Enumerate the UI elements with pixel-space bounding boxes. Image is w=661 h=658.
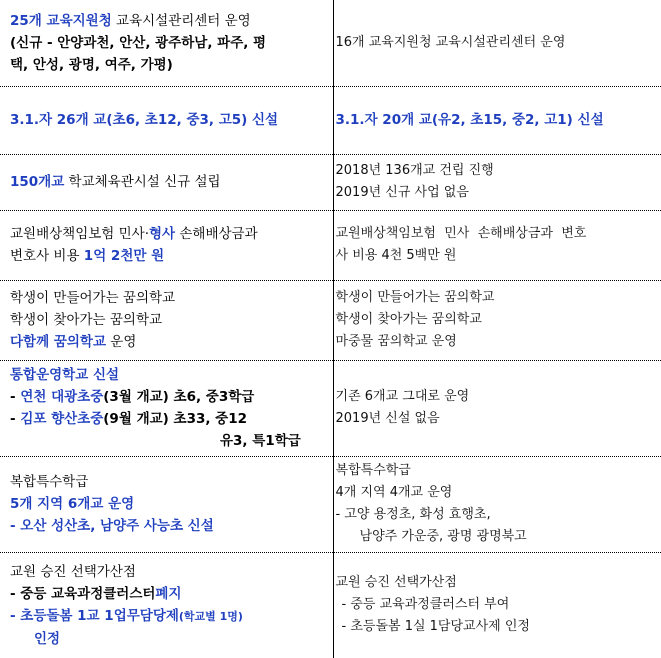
cell-text: 2019년 신규 사업 없음 [335, 185, 469, 200]
cell-text: - 초등돌봄 1실 1담당교사제 인정 [341, 619, 530, 635]
right-cell [333, 456, 661, 552]
cell-text: - [10, 389, 21, 405]
table-row [0, 280, 661, 360]
cell-text: 학생이 만들어가는 꿈의학교 [10, 290, 176, 306]
left-cell [0, 154, 333, 210]
right-cell [333, 210, 661, 280]
cell-text: 학교체육관시설 신규 설립 [64, 174, 221, 190]
highlight-text: 150개교 [10, 174, 65, 190]
cell-text: 2019년 신설 없음 [335, 411, 440, 426]
left-cell [0, 210, 333, 280]
table-row [0, 456, 661, 552]
right-cell [333, 280, 661, 360]
highlight-text: 폐지 [155, 585, 182, 602]
highlight-text: 25개 교육지원청 [10, 12, 112, 29]
highlight-text: 5개 지역 6개교 운영 [10, 496, 135, 512]
cell-text: 유3, 특1학급 [220, 433, 301, 449]
cell-text: 기존 6개교 그대로 운영 [335, 389, 470, 404]
cell-text: 학생이 찾아가는 꿈의학교 [10, 312, 163, 328]
cell-text: 교원배상책임보험 민사· [10, 226, 149, 242]
cell-text: 남양주 가운중, 광명 광명북고 [359, 529, 527, 544]
highlight-text: (학교별 1명) [178, 609, 243, 623]
right-cell [333, 552, 661, 658]
left-cell [0, 0, 333, 86]
highlight-text: 연천 대광초중 [20, 389, 104, 405]
right-cell [333, 154, 661, 210]
cell-text: (신규 - 안양과천, 안산, 광주하남, 파주, 평 [10, 34, 267, 51]
cell-text: 교원 승진 선택가산점 [10, 563, 136, 580]
cell-text: 학생이 만들어가는 꿈의학교 [335, 290, 495, 305]
highlight-text: - 오산 성산초, 남양주 사능초 신설 [10, 518, 214, 534]
left-cell [0, 456, 333, 552]
table-row [0, 360, 661, 456]
table-row [0, 552, 661, 658]
cell-text: 사 비용 4천 5백만 원 [335, 248, 457, 263]
cell-text: 교원배상책임보험 민사 손해배상금과 변호 [335, 226, 587, 241]
highlight-text: 김포 향산초중 [20, 411, 104, 427]
cell-text: - 고양 용정초, 화성 효행초, [335, 507, 491, 522]
cell-text: 교원 승진 선택가산점 [335, 575, 457, 591]
highlight-text: 1억 2천만 원 [83, 248, 165, 264]
cell-text: 교육시설관리센터 운영 [111, 12, 251, 29]
right-cell [333, 86, 661, 154]
cell-text: 마중물 꿈의학교 운영 [335, 334, 457, 349]
highlight-text: 3.1.자 20개 교(유2, 초15, 중2, 고1) [335, 112, 573, 128]
left-cell [0, 280, 333, 360]
cell-text: 복합특수학급 [10, 474, 89, 490]
cell-text: 16개 교육지원청 교육시설관리센터 운영 [335, 34, 566, 50]
highlight-text: 다함께 꿈의학교 [10, 334, 106, 350]
cell-text: - [10, 411, 21, 427]
left-cell [0, 552, 333, 658]
cell-text: 택, 안성, 광명, 여주, 가평) [10, 56, 173, 73]
cell-text: 변호사 비용 [10, 248, 84, 264]
cell-text: 복합특수학급 [335, 463, 411, 478]
cell-text: 손해배상금과 [175, 226, 258, 242]
right-cell [333, 360, 661, 456]
left-cell [0, 360, 333, 456]
cell-text: 신설 [572, 112, 604, 128]
cell-text: (9월 개교) 초33, 중12 [103, 411, 248, 427]
highlight-text: 형사 [149, 226, 176, 242]
table-row [0, 0, 661, 86]
table-row [0, 210, 661, 280]
cell-text: - 중등 교육과정클러스터 부여 [341, 597, 510, 613]
highlight-text: 통합운영학교 신설 [10, 367, 120, 383]
cell-text: 신설 [247, 112, 279, 128]
cell-text: - 중등 교육과정클러스터 [10, 585, 156, 602]
cell-text: 4개 지역 4개교 운영 [335, 485, 453, 500]
highlight-text: 3.1.자 26개 교(초6, 초12, 중3, 고5) [10, 112, 248, 128]
table-row [0, 154, 661, 210]
cell-text: 2018년 136개교 건립 진행 [335, 163, 494, 178]
highlight-text: 인정 [34, 630, 61, 647]
left-cell [0, 86, 333, 154]
cell-text: 운영 [106, 334, 137, 350]
right-cell [333, 0, 661, 86]
cell-text: (3월 개교) 초6, 중3학급 [103, 389, 255, 405]
cell-text: 학생이 찾아가는 꿈의학교 [335, 312, 482, 327]
highlight-text: - 초등돌봄 1교 1업무담당제 [10, 607, 179, 624]
table-row [0, 86, 661, 154]
